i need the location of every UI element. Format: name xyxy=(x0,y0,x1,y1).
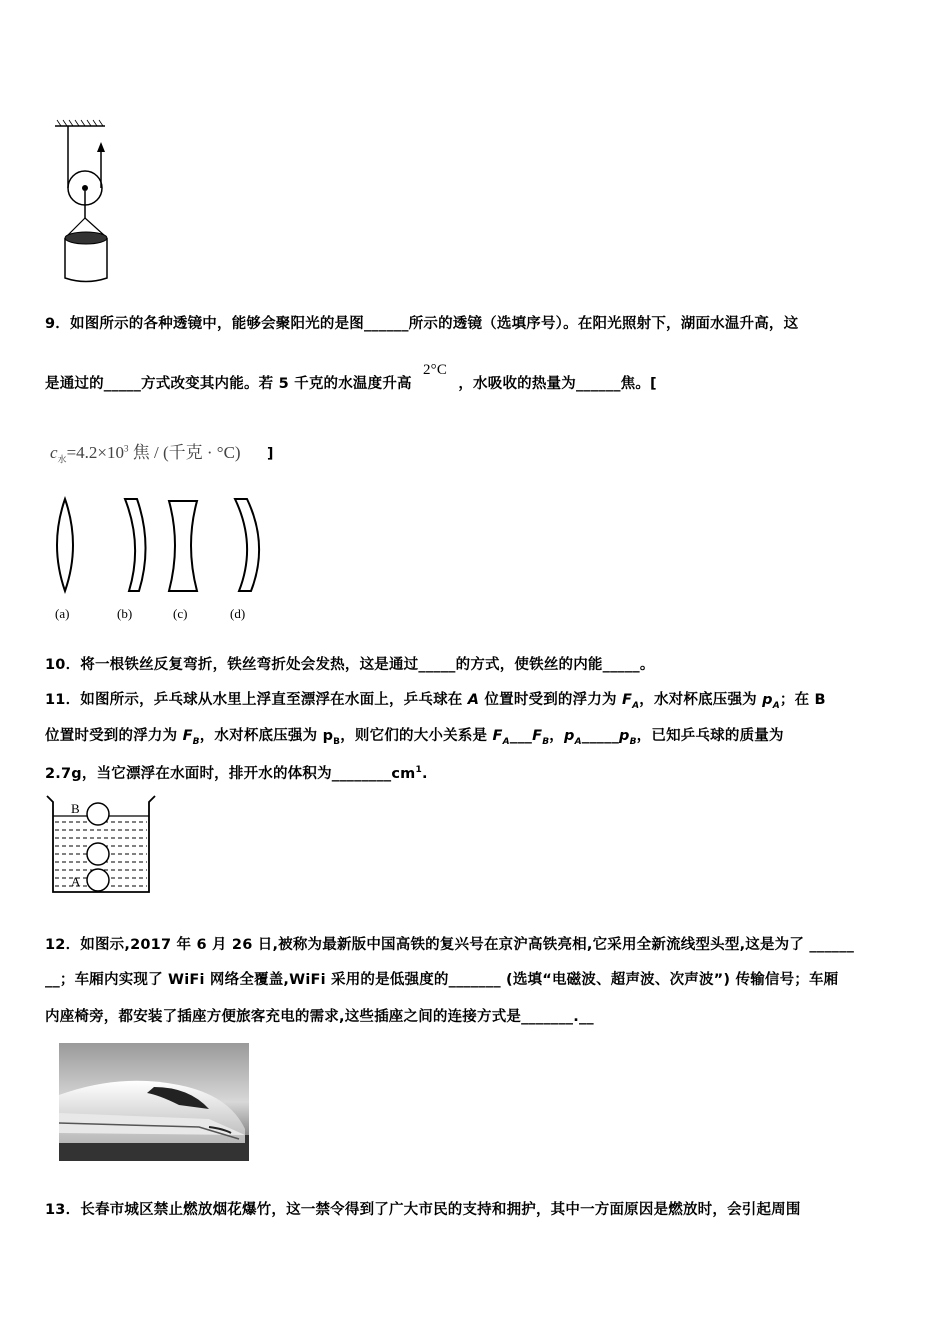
q11-FB: F xyxy=(182,728,193,744)
q11-rel1blank: ___ xyxy=(509,728,533,744)
q9-temp: 2°C xyxy=(422,362,448,378)
q11-pA: p xyxy=(762,692,773,708)
beaker-label-B: B xyxy=(71,801,80,816)
q11-rel2sub: B xyxy=(542,736,550,747)
q11-rel1: F xyxy=(492,728,503,744)
q12-line-1: 12．如图示,2017 年 6 月 26 日,被称为最新版中国高铁的复兴号在京沪高铁亮相,它采用全新流线型头型,这是为了 ______ xyxy=(45,937,855,953)
specific-heat-formula xyxy=(50,438,241,465)
beaker-label-A: A xyxy=(71,874,81,889)
q11-rel4sub: B xyxy=(629,736,637,747)
q11-l1a: 11．如图所示，乒乓球从水里上浮直至漂浮在水面上，乒乓球在 xyxy=(45,692,468,708)
q11-l2c: ，则它们的大小关系是 xyxy=(340,728,493,744)
q11-rel3sub: A xyxy=(574,736,582,747)
q11-rel4: p xyxy=(619,728,630,744)
q9-line-1: 9．如图所示的各种透镜中，能够会聚阳光的是图______所示的透镜（选填序号）。在阳光照射下，湖面水温升高，这 xyxy=(45,316,799,332)
q11-l1d: ；在 B xyxy=(779,692,826,708)
q11-rel3blank: _____ xyxy=(581,728,620,744)
formula-value: =4.2×10 xyxy=(66,443,124,462)
q11-FAsub: A xyxy=(632,700,640,711)
q11-pAsub: A xyxy=(772,700,780,711)
q11-line-2 xyxy=(45,724,784,747)
q11-FBsub: B xyxy=(192,736,200,747)
train-photo xyxy=(59,1043,249,1161)
q11-line-3 xyxy=(45,762,428,783)
formula-exp: 3 xyxy=(124,443,129,454)
lens-label-b: (b) xyxy=(117,606,133,621)
q9-line-2b: ，水吸收的热量为______焦。[ xyxy=(458,376,657,392)
q11-rel3: p xyxy=(564,728,575,744)
q11-FA: F xyxy=(621,692,633,708)
q11-l1c: ，水对杯底压强为 xyxy=(639,692,763,708)
q9-line-2 xyxy=(45,362,657,393)
q11-l3sup: 1 xyxy=(415,765,422,776)
q11-l2b: ，水对杯底压强为 p xyxy=(199,728,334,744)
q11-l2a: 位置时受到的浮力为 xyxy=(45,728,183,744)
formula-sub: 水 xyxy=(57,454,67,465)
q11-line-1 xyxy=(45,688,826,711)
q11-pBsub: B xyxy=(333,736,341,747)
lenses-figure xyxy=(45,495,275,597)
q11-l2d: ，已知乒乓球的质量为 xyxy=(636,728,784,744)
formula-c: c xyxy=(50,443,58,462)
q11-l1b: 位置时受到的浮力为 xyxy=(479,692,622,708)
formula-unit: 焦 / (千克 · °C) xyxy=(128,443,241,462)
q12-line-3: 内座椅旁，都安装了插座方便旅客充电的需求,这些插座之间的连接方式是_______.__ xyxy=(45,1009,594,1025)
pulley-figure xyxy=(55,118,125,288)
lens-label-a: (a) xyxy=(55,606,70,621)
q11-l3end: . xyxy=(421,766,428,782)
lens-label-d: (d) xyxy=(230,606,246,621)
q11-rel2sep: ， xyxy=(549,728,564,744)
q12-line-2: __；车厢内实现了 WiFi 网络全覆盖,WiFi 采用的是低强度的_______ (选填“电磁波、超声波、次声波”) 传输信号；车厢 xyxy=(45,972,839,988)
beaker-figure xyxy=(45,794,157,896)
q11-rel1sub: A xyxy=(502,736,510,747)
formula-bracket: ] xyxy=(267,446,274,462)
q11-l3: 2.7g，当它漂浮在水面时，排开水的体积为________cm xyxy=(45,766,416,782)
q11-rel2: F xyxy=(532,728,543,744)
q13-line-1: 13．长春市城区禁止燃放烟花爆竹，这一禁令得到了广大市民的支持和拥护，其中一方面原因是燃放时，会引起周围 xyxy=(45,1202,801,1218)
q11-A: A xyxy=(467,692,480,708)
q9-line-2a: 是通过的_____方式改变其内能。若 5 千克的水温度升高 xyxy=(45,376,412,392)
lens-label-c: (c) xyxy=(173,606,188,621)
q10-text: 10．将一根铁丝反复弯折，铁丝弯折处会发热，这是通过_____的方式，使铁丝的内能_____。 xyxy=(45,657,655,673)
